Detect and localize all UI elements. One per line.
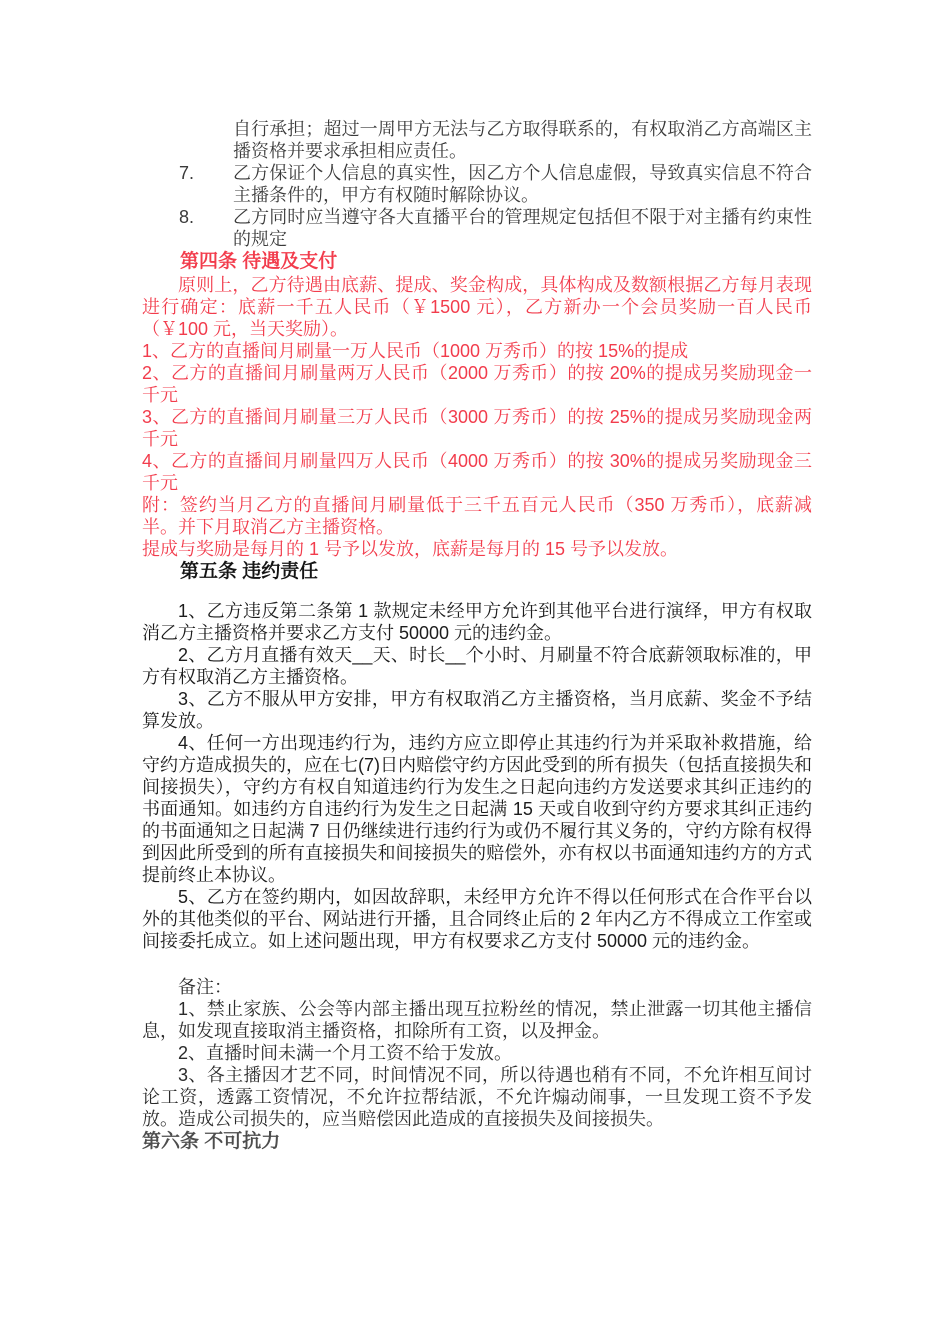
section6-heading: 第六条 不可抗力 [142,1131,281,1152]
compensation-tier-1: 1、乙方的直播间月刷量一万人民币（1000 万秀币）的按 15%的提成 [142,341,689,361]
remarks-block [142,976,812,1130]
clause-8-number: 8. [179,207,195,227]
breach-clause-2: 2、乙方月直播有效天__天、时长__个小时、月刷量不符合底薪领取标准的，甲方有权取消乙方主播资格。 [142,645,812,687]
remark-3: 3、各主播因才艺不同，时间情况不同，所以待遇也稍有不同，不允许相互间讨论工资，透露工资情况，不允许拉帮结派，不允许煽动闹事，一旦发现工资不予发放。造成公司损失的，应当赔偿因此造成的直接损失及间接损失。 [142,1065,812,1129]
document-content [142,118,812,1154]
breach-clause-3: 3、乙方不服从甲方安排，甲方有权取消乙方主播资格，当月底薪、奖金不予结算发放。 [142,689,812,731]
appendix-note: 附：签约当月乙方的直播间月刷量低于三千五百元人民币（350 万秀币），底薪减半。并下月取消乙方主播资格。 [142,495,812,537]
remark-1: 1、禁止家族、公会等内部主播出现互拉粉丝的情况，禁止泄露一切其他主播信息，如发现直接取消主播资格，扣除所有工资，以及押金。 [142,999,812,1041]
compensation-tier-3: 3、乙方的直播间月刷量三万人民币（3000 万秀币）的按 25%的提成另奖励现金两千元 [142,407,812,449]
clause-7 [179,162,812,206]
remark-2: 2、直播时间未满一个月工资不给于发放。 [178,1043,513,1063]
breach-clause-5: 5、乙方在签约期内，如因故辞职，未经甲方允许不得以任何形式在合作平台以外的其他类似的平台、网站进行开播，且合同终止后的 2 年内乙方不得成立工作室或间接委托成立。如上述问题出现，甲方有权要求乙方支付 50000 元的违约金。 [142,887,812,951]
section4-intro: 原则上，乙方待遇由底薪、提成、奖金构成，具体构成及数额根据乙方每月表现进行确定：底薪一千五人民币（￥1500 元），乙方新办一个会员奖励一百人民币（￥100 元，当天奖励）。 [142,275,812,339]
clause-7-text: 乙方保证个人信息的真实性，因乙方个人信息虚假，导致真实信息不符合主播条件的，甲方有权随时解除协议。 [233,163,812,205]
compensation-tier-2: 2、乙方的直播间月刷量两万人民币（2000 万秀币）的按 20%的提成另奖励现金一千元 [142,363,812,405]
section4-heading: 第四条 待遇及支付 [180,251,338,272]
clause-6-continuation: 自行承担；超过一周甲方无法与乙方取得联系的，有权取消乙方高端区主播资格并要求承担相应责任。 [233,119,812,161]
breach-clause-4: 4、任何一方出现违约行为，违约方应立即停止其违约行为并采取补救措施，给守约方造成损失的，应在七(7)日内赔偿守约方因此受到的所有损失（包括直接损失和间接损失），守约方有权自知道违约行为发生之日起向违约方发送要求其纠正违约的书面通知。如违约方自违约行为发生之日起满 15 天或自收到守约方要求其纠正违约的书面通知之日起满 7 日仍继续进行违约行为或仍不履行其义务的，守约方除有权得到因此所受到的所有直接损失和间接损失的赔偿外，亦有权以书面通知违约方的方式提前终止本协议。 [142,733,812,885]
prior-clause-list [179,118,812,250]
payout-schedule: 提成与奖励是每月的 1 号予以发放，底薪是每月的 15 号予以发放。 [142,539,679,559]
section5-heading: 第五条 违约责任 [180,561,319,582]
remarks-label: 备注： [178,977,232,997]
clause-8-text: 乙方同时应当遵守各大直播平台的管理规定包括但不限于对主播有约束性的规定 [233,207,812,249]
clause-7-number: 7. [179,163,195,183]
clause-8 [179,206,812,250]
compensation-tier-4: 4、乙方的直播间月刷量四万人民币（4000 万秀币）的按 30%的提成另奖励现金三千元 [142,451,812,493]
breach-clause-1: 1、乙方违反第二条第 1 款规定未经甲方允许到其他平台进行演绎，甲方有权取消乙方主播资格并要求乙方支付 50000 元的违约金。 [142,601,812,643]
